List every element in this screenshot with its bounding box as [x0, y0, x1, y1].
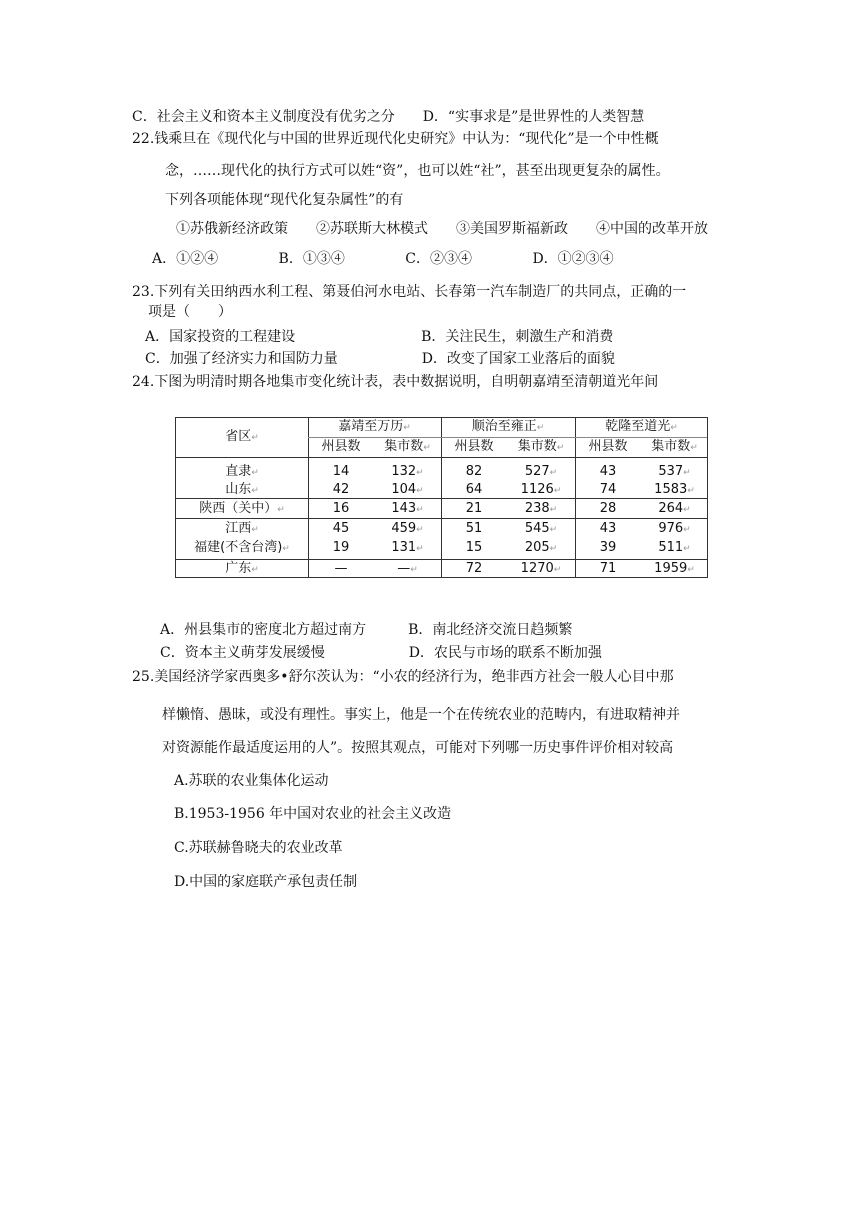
table-cell: 42: [332, 482, 350, 497]
table-cell: 104↵: [391, 482, 424, 497]
question-25-option-d: D.中国的家庭联产承包责任制: [174, 874, 358, 890]
table-cell: —: [334, 561, 348, 576]
province-cell: 福建(不含台湾)↵: [194, 540, 290, 555]
question-22-stem-2: 念，……现代化的执行方式可以姓“资”，也可以姓“社”，甚至出现更复杂的属性。: [165, 163, 670, 179]
province-cell: 广东↵: [225, 561, 259, 576]
table-cell: 16: [332, 501, 350, 516]
table-cell: 14: [332, 464, 350, 479]
header-period-2: 顺治至雍正↵: [471, 419, 545, 434]
question-25-stem-3: 对资源能作最适度运用的人”。按照其观点，可能对下列哪一历史事件评价相对较高: [162, 740, 674, 756]
table-cell: 1959↵: [654, 561, 695, 576]
header-province: 省区↵: [225, 429, 259, 444]
table-cell: 21: [465, 501, 483, 516]
table-cell: 19: [332, 540, 350, 555]
table-cell: 64: [465, 482, 483, 497]
question-23-options-ab: A．国家投资的工程建设 B．关注民生，刺激生产和消费: [145, 329, 614, 345]
table-cell: 43: [599, 464, 617, 479]
province-cell: 山东↵: [225, 482, 259, 497]
question-23-options-cd: C．加强了经济实力和国防力量 D．改变了国家工业落后的面貌: [145, 351, 615, 367]
table-cell: —↵: [397, 561, 418, 576]
table-cell: 264↵: [658, 501, 691, 516]
table-cell: 45: [332, 521, 350, 536]
province-cell: 江西↵: [225, 521, 259, 536]
table-cell: 39: [599, 540, 617, 555]
question-23-stem-2: 项是（ ）: [148, 304, 232, 320]
table-cell: 976↵: [658, 521, 691, 536]
option-line-21cd: C．社会主义和资本主义制度没有优劣之分 D．“实事求是”是世界性的人类智慧: [132, 109, 645, 125]
header-period-3: 乾隆至道光↵: [605, 419, 678, 434]
question-25-option-b: B.1953-1956 年中国对农业的社会主义改造: [174, 806, 452, 822]
question-22-stem-3: 下列各项能体现“现代化复杂属性”的有: [165, 192, 404, 208]
table-cell: 43: [599, 521, 617, 536]
header-period-1: 嘉靖至万历↵: [338, 419, 411, 434]
table-cell: 545↵: [524, 521, 558, 536]
table-cell: 51: [465, 521, 483, 536]
table-cell: 72: [465, 561, 483, 576]
table-cell: 1270↵: [520, 561, 562, 576]
province-cell: 陕西（关中）↵: [199, 501, 285, 516]
subheader-market-1: 集市数↵: [384, 439, 431, 454]
table-cell: 143↵: [391, 501, 424, 516]
table-cell: 511↵: [658, 540, 691, 555]
table-cell: 82: [465, 464, 483, 479]
table-cell: 131↵: [391, 540, 424, 555]
question-22-stem-1: 22.钱乘旦在《现代化与中国的世界近现代化史研究》中认为：“现代化”是一个中性概: [132, 131, 659, 147]
question-24-options-ab: A．州县集市的密度北方超过南方 B．南北经济交流日趋频繁: [160, 622, 573, 638]
table-cell: 74: [599, 482, 617, 497]
table-cell: 15: [465, 540, 483, 555]
question-25-stem-2: 样懒惰、愚昧，或没有理性。事实上，他是一个在传统农业的范畴内，有进取精神并: [162, 707, 680, 723]
question-25-option-c: C.苏联赫鲁晓夫的农业改革: [174, 840, 343, 856]
question-25-stem-1: 25.美国经济学家西奥多•舒尔茨认为：“小农的经济行为，绝非西方社会一般人心目中那: [132, 669, 674, 685]
question-23-stem-1: 23.下列有关田纳西水利工程、第聂伯河水电站、长春第一汽车制造厂的共同点，正确的一: [132, 284, 687, 300]
question-24-stem: 24.下图为明清时期各地集市变化统计表，表中数据说明，自明朝嘉靖至清朝道光年间: [132, 374, 659, 390]
table-cell: 537↵: [658, 464, 691, 479]
question-22-options: A．①②④ B．①③④ C．②③④ D．①②③④: [152, 251, 614, 267]
table-cell: 459↵: [391, 521, 424, 536]
question-24-options-cd: C．资本主义萌芽发展缓慢 D．农民与市场的联系不断加强: [160, 645, 602, 661]
table-cell: 205↵: [524, 540, 558, 555]
subheader-county-3: 州县数: [588, 439, 628, 454]
table-cell: 132↵: [391, 464, 424, 479]
table-cell: 1126↵: [520, 482, 562, 497]
question-22-items: ①苏俄新经济政策 ②苏联斯大林模式 ③美国罗斯福新政 ④中国的改革开放: [176, 221, 708, 237]
table-cell: 28: [599, 501, 617, 516]
subheader-market-3: 集市数↵: [651, 439, 698, 454]
province-cell: 直隶↵: [225, 464, 259, 479]
subheader-county-2: 州县数: [454, 439, 494, 454]
question-25-option-a: A.苏联的农业集体化运动: [174, 773, 329, 789]
table-cell: 71: [599, 561, 617, 576]
table-cell: 527↵: [524, 464, 558, 479]
subheader-county-1: 州县数: [321, 439, 361, 454]
market-statistics-table: [175, 417, 708, 578]
table-cell: 1583↵: [654, 482, 695, 497]
subheader-market-2: 集市数↵: [517, 439, 565, 454]
table-cell: 238↵: [524, 501, 558, 516]
